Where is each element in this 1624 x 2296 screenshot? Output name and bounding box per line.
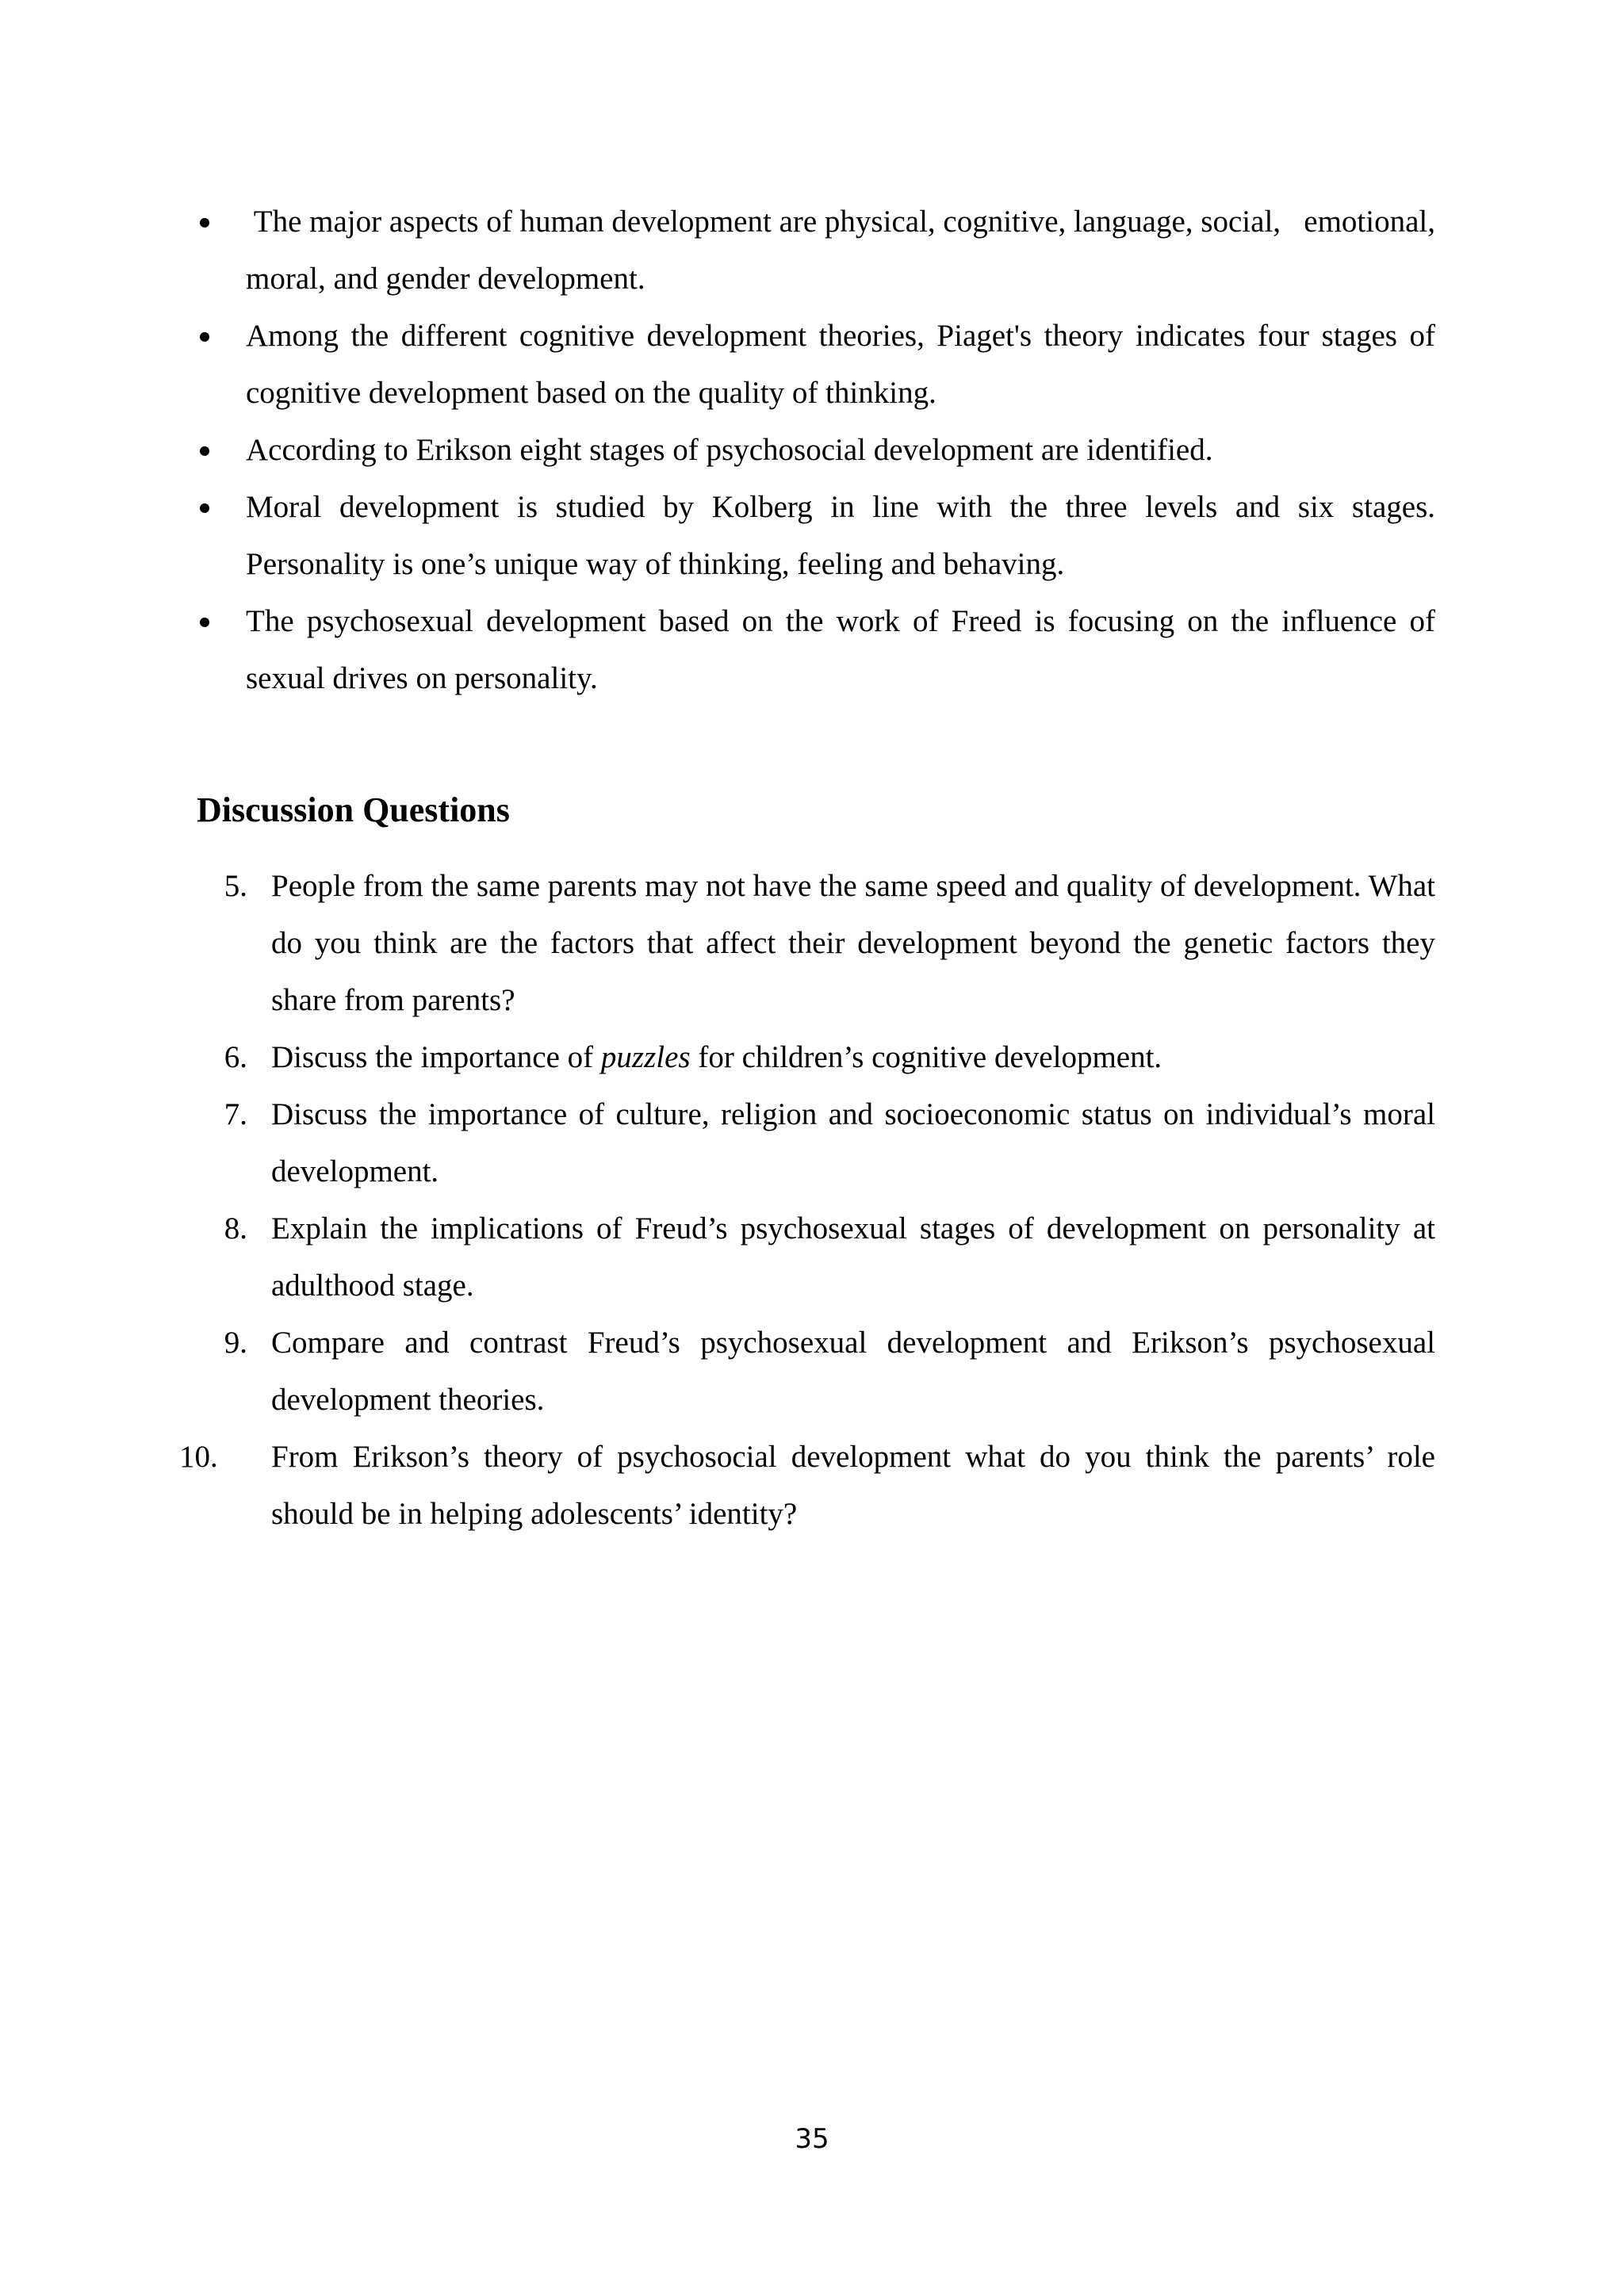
summary-bullet xyxy=(197,308,1435,422)
summary-bullet xyxy=(197,479,1451,593)
summary-bullet-text: The major aspects of human development are physical, cognitive, language, social, emotional, moral, and gender development. xyxy=(246,205,1443,296)
summary-bullet-text: The psychosexual development based on the work of Freed is focusing on the influence of sexual drives on personality. xyxy=(246,604,1435,695)
discussion-question xyxy=(197,858,1435,1029)
summary-bullet xyxy=(197,593,1435,707)
question-text: Compare and contrast Freud’s psychosexual development and Erikson’s psychosexual development theories. xyxy=(271,1326,1435,1417)
page-number: 35 xyxy=(795,2123,829,2155)
discussion-question-list xyxy=(179,858,1435,1543)
bullet-dot-icon xyxy=(200,446,209,456)
question-italic-term: puzzles xyxy=(600,1040,691,1074)
bullet-dot-icon xyxy=(200,503,209,513)
discussion-question xyxy=(197,1029,1435,1086)
summary-bullet-text: According to Erikson eight stages of psychosocial development are identified. xyxy=(246,433,1213,467)
discussion-question xyxy=(179,1429,1435,1543)
question-number: 9. xyxy=(224,1326,247,1360)
summary-bullet-list xyxy=(197,193,1451,707)
question-number: 6. xyxy=(224,1040,247,1074)
question-number: 5. xyxy=(224,869,247,903)
question-number: 10. xyxy=(179,1440,218,1474)
question-text: Discuss the importance of culture, religion and socioeconomic status on individual’s moral development. xyxy=(271,1097,1435,1188)
bullet-dot-icon xyxy=(200,218,209,228)
question-text: From Erikson’s theory of psychosocial development what do you think the parents’ role should be in helping adolescents’ identity? xyxy=(271,1440,1435,1531)
summary-bullet xyxy=(197,193,1443,308)
bullet-dot-icon xyxy=(200,332,209,342)
discussion-question xyxy=(197,1200,1435,1314)
section-heading: Discussion Questions xyxy=(197,790,510,829)
question-text: People from the same parents may not have the same speed and quality of development. What do you think are the factors that affect their development beyond the genetic factors they share from parents? xyxy=(271,869,1435,1017)
question-text: Explain the implications of Freud’s psychosexual stages of development on personality at adulthood stage. xyxy=(271,1211,1435,1303)
question-number: 8. xyxy=(224,1211,247,1246)
summary-bullet xyxy=(197,422,1435,479)
question-text-after: for children’s cognitive development. xyxy=(690,1040,1162,1074)
question-text-before: Discuss the importance of xyxy=(271,1040,601,1074)
discussion-question xyxy=(197,1314,1435,1429)
bullet-dot-icon xyxy=(200,618,209,627)
discussion-question xyxy=(197,1086,1435,1200)
question-number: 7. xyxy=(224,1097,247,1131)
summary-bullet-text: Among the different cognitive development theories, Piaget's theory indicates four stages of cognitive development based on the quality of thinking. xyxy=(246,319,1435,410)
summary-bullet-text: Moral development is studied by Kolberg in line with the three levels and six stages. Personality is one’s unique way of thinking, feeling and behaving. xyxy=(246,490,1451,581)
